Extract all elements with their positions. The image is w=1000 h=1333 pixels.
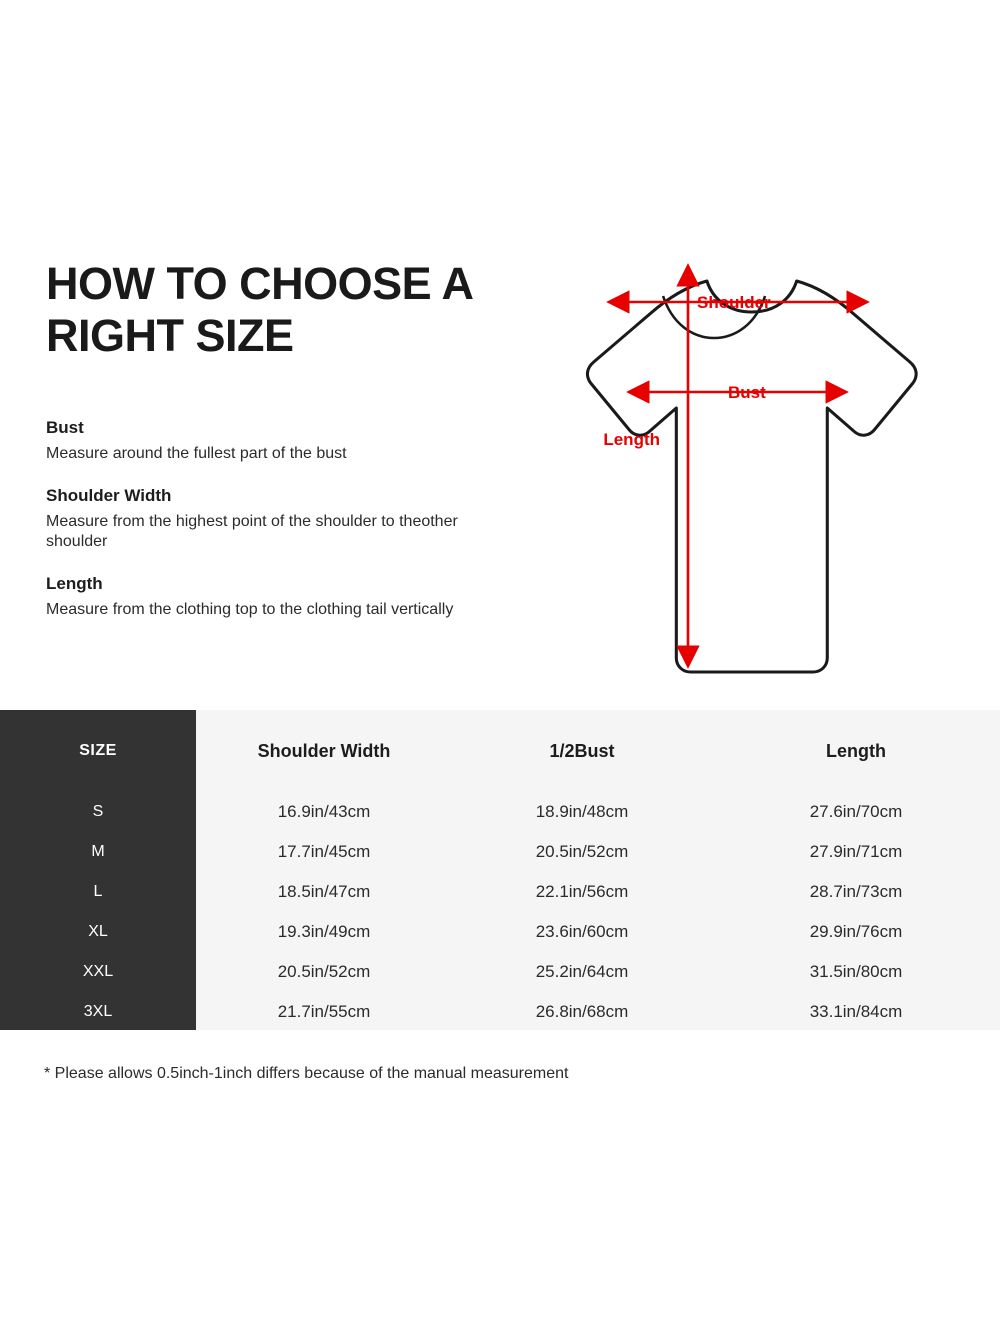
cell-size: S [92,803,104,820]
size-table-area [0,710,1000,1030]
definition-length-body: Measure from the clothing top to the clothing tail vertically [46,601,454,618]
cell-shoulder-width: 16.9in/43cm [277,802,371,821]
cell-length: 27.6in/70cm [809,802,903,821]
cell-length: 31.5in/80cm [809,962,903,981]
tshirt-outline [587,281,916,672]
cell-size: XL [88,923,108,940]
tshirt-svg [500,240,990,700]
length-measure-label: Length [603,430,660,449]
bust-measure-label: Bust [728,383,766,402]
definition-shoulder-width [46,486,516,552]
cell-shoulder-width: 21.7in/55cm [277,1002,371,1021]
cell-half-bust: 25.2in/64cm [535,962,629,981]
table-header-length: Length [826,740,886,761]
size-table [0,710,1000,1032]
table-row [0,872,1000,912]
cell-shoulder-width: 20.5in/52cm [277,962,371,981]
shoulder-measure-label: Shoulder [697,293,771,312]
footnote: * Please allows 0.5inch-1inch differs because of the manual measurement [44,1065,569,1082]
definition-shoulder-width-body: Measure from the highest point of the shoulder to theother shoulder [46,513,458,550]
tshirt-diagram [500,240,990,700]
cell-shoulder-width: 17.7in/45cm [277,842,371,861]
definition-bust-body: Measure around the fullest part of the bust [46,445,347,462]
cell-size: XXL [82,963,114,980]
definition-bust [46,418,516,464]
page-title: HOW TO CHOOSE A RIGHT SIZE [46,258,472,361]
table-row [0,992,1000,1032]
cell-shoulder-width: 18.5in/47cm [277,882,371,901]
cell-size: 3XL [83,1003,113,1020]
cell-size: L [93,883,103,900]
definition-bust-title: Bust [46,418,84,437]
table-header-size: SIZE [79,742,117,759]
cell-half-bust: 20.5in/52cm [535,842,629,861]
cell-shoulder-width: 19.3in/49cm [277,922,371,941]
cell-length: 33.1in/84cm [809,1002,903,1021]
table-row [0,912,1000,952]
table-header-row [0,710,1000,792]
cell-half-bust: 23.6in/60cm [535,922,629,941]
cell-half-bust: 26.8in/68cm [535,1002,629,1021]
table-header-half-bust: 1/2Bust [549,740,615,761]
definition-length [46,574,516,620]
table-row [0,792,1000,832]
cell-length: 29.9in/76cm [809,922,903,941]
cell-size: M [91,843,105,860]
cell-half-bust: 22.1in/56cm [535,882,629,901]
cell-length: 28.7in/73cm [809,882,903,901]
table-row [0,952,1000,992]
cell-length: 27.9in/71cm [809,842,903,861]
table-row [0,832,1000,872]
definition-length-title: Length [46,574,103,593]
cell-half-bust: 18.9in/48cm [535,802,629,821]
table-header-shoulder-width: Shoulder Width [257,740,391,761]
definition-shoulder-width-title: Shoulder Width [46,486,172,505]
